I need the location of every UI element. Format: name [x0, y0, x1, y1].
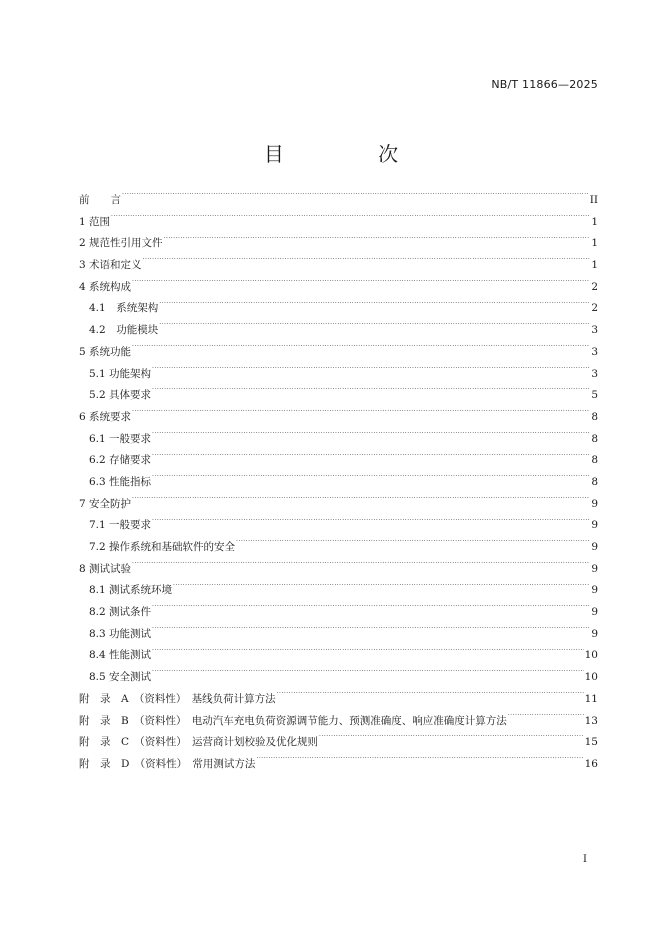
document-id: NB/T 11866—2025: [491, 78, 598, 91]
toc-entry-page: 8: [591, 454, 598, 467]
toc-leader-dots: [132, 344, 590, 355]
toc-entry[interactable]: [79, 429, 598, 451]
toc-entry[interactable]: [79, 754, 598, 776]
toc-entry-page: 11: [584, 692, 598, 705]
toc-entry[interactable]: [79, 472, 598, 494]
toc-entry-label: 4 系统构成: [79, 280, 132, 293]
toc-leader-dots: [277, 691, 584, 702]
page-number: I: [583, 854, 587, 865]
toc-entry[interactable]: [79, 364, 598, 386]
toc-leader-dots: [132, 279, 590, 290]
toc-leader-dots: [122, 193, 589, 204]
toc-entry-page: 5: [591, 389, 598, 402]
toc-entry[interactable]: [79, 277, 598, 299]
toc-entry-label: 7.2 操作系统和基础软件的安全: [89, 541, 236, 553]
toc-entry-page: 9: [591, 519, 598, 532]
toc-entry[interactable]: [79, 385, 598, 407]
toc-entry-page: II: [589, 194, 598, 206]
toc-entry[interactable]: [79, 537, 598, 559]
toc-entry-label: 6.3 性能指标: [89, 475, 152, 488]
toc-entry-label: 前 言: [79, 194, 121, 206]
toc-entry-page: 1: [591, 259, 598, 272]
toc-leader-dots: [152, 366, 590, 377]
toc-entry[interactable]: [79, 624, 598, 646]
toc-entry-page: 9: [591, 497, 598, 510]
toc-leader-dots: [132, 409, 590, 420]
toc-leader-dots: [173, 583, 590, 594]
toc-leader-dots: [256, 756, 583, 767]
toc-leader-dots: [236, 540, 590, 551]
toc-entry[interactable]: [79, 407, 598, 429]
toc-leader-dots: [111, 214, 590, 225]
toc-leader-dots: [159, 323, 590, 334]
toc-entry[interactable]: [79, 711, 598, 733]
toc-entry[interactable]: [79, 559, 598, 581]
toc-entry[interactable]: [79, 494, 598, 516]
toc-entry-page: 3: [591, 367, 598, 380]
toc-leader-dots: [159, 301, 590, 312]
toc-leader-dots: [152, 431, 590, 442]
toc-entry-page: 9: [591, 541, 598, 553]
toc-leader-dots: [319, 735, 584, 746]
toc-entry-label: 2 规范性引用文件: [79, 237, 163, 250]
toc-entry[interactable]: [79, 580, 598, 602]
toc-entry-page: 9: [591, 627, 598, 640]
toc-entry[interactable]: [79, 233, 598, 255]
toc-entry-label: 附 录 A （资料性） 基线负荷计算方法: [79, 692, 276, 705]
toc-entry-page: 15: [584, 736, 598, 749]
toc-entry-page: 10: [584, 671, 598, 684]
toc-entry[interactable]: [79, 298, 598, 320]
toc-entry-label: 8.2 测试条件: [89, 606, 152, 619]
toc-entry-page: 8: [591, 475, 598, 488]
toc-entry[interactable]: [79, 732, 598, 754]
toc-entry-label: 8.4 性能测试: [89, 649, 152, 662]
toc-leader-dots: [152, 605, 590, 616]
toc-leader-dots: [152, 626, 590, 637]
toc-leader-dots: [164, 236, 591, 247]
toc-entry-label: 6.2 存储要求: [89, 454, 152, 467]
toc-entry-label: 1 范围: [79, 215, 111, 228]
toc-entry[interactable]: [79, 450, 598, 472]
toc-entry-label: 8.5 安全测试: [89, 671, 152, 684]
toc-leader-dots: [132, 561, 590, 572]
toc-entry-label: 4.2 功能模块: [89, 324, 159, 337]
toc-leader-dots: [508, 713, 584, 724]
toc-entry-page: 9: [591, 562, 598, 575]
toc-entry-page: 1: [591, 237, 598, 250]
toc-leader-dots: [152, 648, 584, 659]
toc-entry-page: 1: [591, 215, 598, 228]
toc-entry-label: 7.1 一般要求: [89, 519, 152, 532]
toc-entry[interactable]: [79, 342, 598, 364]
toc-leader-dots: [152, 518, 590, 529]
toc-entry[interactable]: [79, 255, 598, 277]
toc-entry-page: 16: [584, 757, 598, 770]
toc-entry-label: 附 录 C （资料性） 运营商计划校验及优化规则: [79, 736, 319, 749]
toc-entry-label: 7 安全防护: [79, 497, 132, 510]
toc-leader-dots: [152, 670, 584, 681]
toc-entry-label: 8 测试试验: [79, 562, 132, 575]
toc-entry-page: 2: [591, 280, 598, 293]
toc-entry-label: 6.1 一般要求: [89, 432, 152, 445]
toc-leader-dots: [143, 258, 591, 269]
toc-entry[interactable]: [79, 190, 598, 212]
toc-leader-dots: [152, 453, 590, 464]
toc-entry-label: 8.3 功能测试: [89, 627, 152, 640]
toc-leader-dots: [152, 388, 590, 399]
toc-leader-dots: [152, 474, 590, 485]
toc-entry-page: 9: [591, 584, 598, 597]
toc-entry-label: 5 系统功能: [79, 345, 132, 358]
toc-entry[interactable]: [79, 645, 598, 667]
toc-entry-page: 3: [591, 345, 598, 358]
toc-entry-page: 13: [584, 714, 598, 727]
toc-entry-label: 5.2 具体要求: [89, 389, 152, 402]
page-title: 目 次: [263, 142, 443, 166]
table-of-contents: [79, 190, 598, 776]
toc-entry[interactable]: [79, 515, 598, 537]
toc-entry-page: 9: [591, 606, 598, 619]
toc-entry[interactable]: [79, 320, 598, 342]
toc-entry[interactable]: [79, 602, 598, 624]
toc-entry-page: 8: [591, 410, 598, 423]
toc-entry-page: 10: [584, 649, 598, 662]
toc-entry-label: 4.1 系统架构: [89, 302, 159, 315]
toc-entry-label: 8.1 测试系统环境: [89, 584, 173, 597]
toc-leader-dots: [132, 496, 590, 507]
toc-entry-label: 6 系统要求: [79, 410, 132, 423]
toc-entry-label: 附 录 D （资料性） 常用测试方法: [79, 757, 256, 770]
toc-entry-page: 8: [591, 432, 598, 445]
toc-entry-label: 5.1 功能架构: [89, 367, 152, 380]
toc-entry[interactable]: [79, 212, 598, 234]
toc-entry-label: 3 术语和定义: [79, 259, 142, 272]
toc-entry-page: 2: [591, 302, 598, 315]
toc-entry-label: 附 录 B （资料性） 电动汽车充电负荷资源调节能力、预测准确度、响应准确度计算方法: [79, 714, 507, 727]
toc-entry[interactable]: [79, 689, 598, 711]
toc-entry-page: 3: [591, 324, 598, 337]
toc-entry[interactable]: [79, 667, 598, 689]
